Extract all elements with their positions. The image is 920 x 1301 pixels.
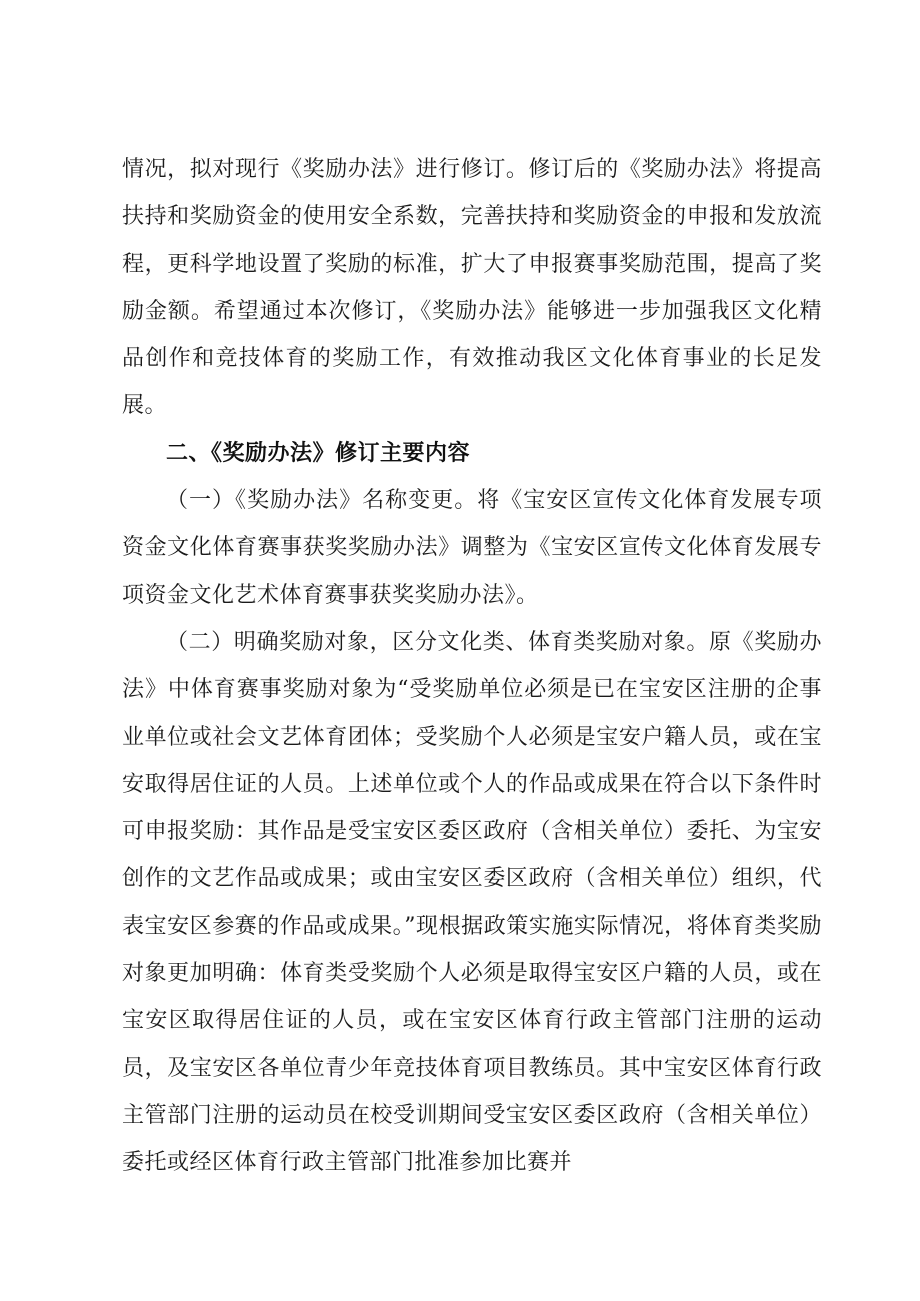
section-heading: 二、《奖励办法》修订主要内容 — [166, 440, 471, 466]
document-body — [122, 146, 822, 1187]
paragraph-name-change: （一）《奖励办法》名称变更。将《宝安区宣传文化体育发展专项资金文化体育赛事获奖奖励办法》调整为《宝安区宣传文化体育发展专项资金文化艺术体育赛事获奖奖励办法》。 — [122, 488, 822, 608]
paragraph-continuation: 情况，拟对现行《奖励办法》进行修订。修订后的《奖励办法》将提高扶持和奖励资金的使用安全系数，完善扶持和奖励资金的申报和发放流程，更科学地设置了奖励的标准，扩大了申报赛事奖励范围，提高了奖励金额。希望通过本次修订，《奖励办法》能够进一步加强我区文化精品创作和竞技体育的奖励工作，有效推动我区文化体育事业的长足发展。 — [122, 157, 822, 419]
paragraph-award-recipients: （二）明确奖励对象，区分文化类、体育类奖励对象。原《奖励办法》中体育赛事奖励对象为“受奖励单位必须是已在宝安区注册的企事业单位或社会文艺体育团体；受奖励个人必须是宝安户籍人员，或在宝安取得居住证的人员。上述单位或个人的作品或成果在符合以下条件时可申报奖励：其作品是受宝安区委区政府（含相关单位）委托、为宝安创作的文艺作品或成果；或由宝安区委区政府（含相关单位）组织，代表宝安区参赛的作品或成果。”现根据政策实施实际情况，将体育类奖励对象更加明确：体育类受奖励个人必须是取得宝安区户籍的人员，或在宝安区取得居住证的人员，或在宝安区体育行政主管部门注册的运动员，及宝安区各单位青少年竞技体育项目教练员。其中宝安区体育行政主管部门注册的运动员在校受训期间受宝安区委区政府（含相关单位）委托或经区体育行政主管部门批准参加比赛并 — [122, 629, 822, 1176]
